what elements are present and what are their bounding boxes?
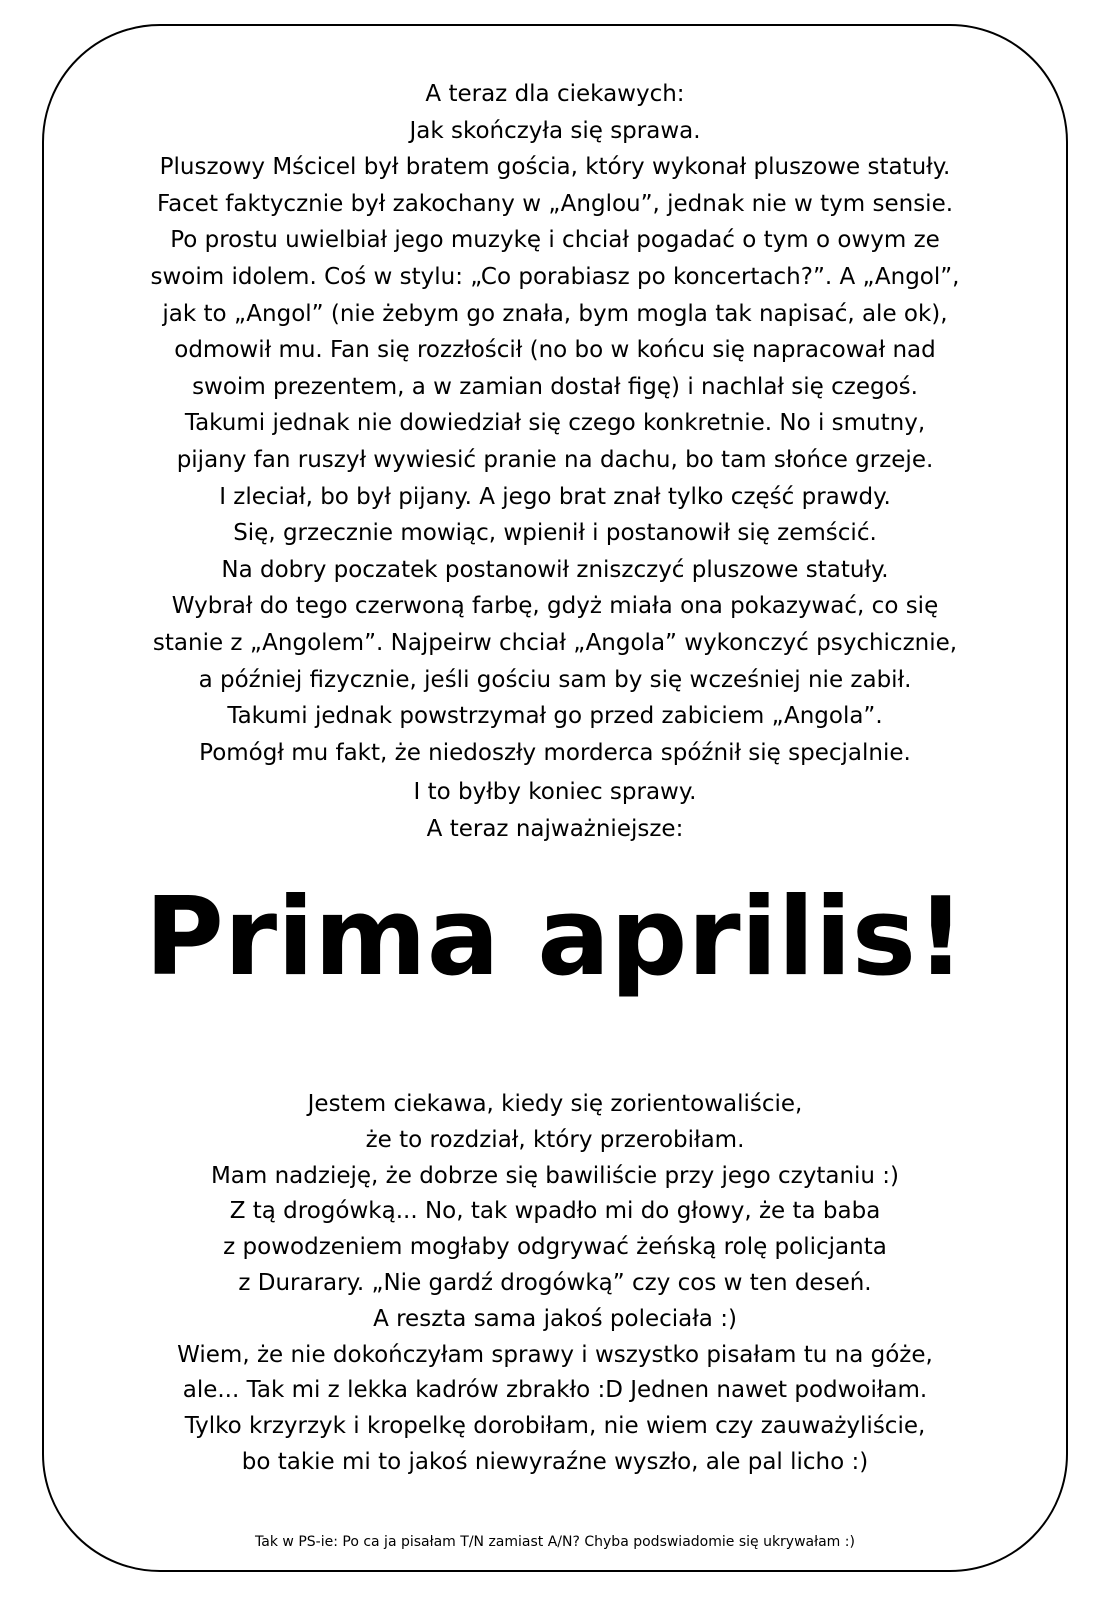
story-line: Pluszowy Mścicel był bratem gościa, który wykonał pluszowe statuły. (159, 154, 951, 181)
story-line: jak to „Angol” (nie żebym go znała, bym mogla tak napisać, ale ok), (162, 300, 948, 327)
story-line: Na dobry poczatek postanowił zniszczyć pluszowe statuły. (221, 556, 889, 583)
story-line: A teraz dla ciekawych: (425, 81, 685, 107)
note-line: Z tą drogówką... No, tak wpadło mi do głowy, że ta baba (229, 1198, 881, 1225)
note-line: ale... Tak mi z lekka kadrów zbrakło :D Jednen nawet podwoiłam. (182, 1377, 928, 1404)
story-line: pijany fan ruszył wywiesić pranie na dachu, bo tam słońce grzeje. (176, 446, 934, 473)
story-line: Po prostu uwielbiał jego muzykę i chciał pogadać o tym o owym ze (170, 227, 940, 254)
note-line: A reszta sama jakoś poleciała :) (373, 1305, 737, 1332)
story-line: a później fizycznie, jeśli gościu sam by się wcześniej nie zabił. (198, 666, 912, 693)
story-text (100, 76, 1010, 847)
story-line: Się, grzecznie mowiąc, wpienił i postanowił się zemścić. (233, 520, 877, 547)
author-note (100, 1087, 1010, 1481)
note-line: Mam nadzieję, że dobrze się bawiliście przy jego czytaniu :) (210, 1162, 900, 1189)
story-line: Wybrał do tego czerwoną farbę, gdyż miała ona pokazywać, co się (171, 593, 939, 620)
story-line: odmowił mu. Fan się rozzłościł (no bo w końcu się napracował nad (174, 337, 936, 364)
note-line: z Durarary. „Nie gardź drogówką” czy cos w ten deseń. (238, 1269, 872, 1296)
story-line: I to byłby koniec sprawy. (413, 779, 697, 806)
story-line: Takumi jednak nie dowiedział się czego konkretnie. No i smutny, (184, 410, 926, 437)
story-line: swoim prezentem, a w zamian dostał figę) i nachlał się czegoś. (192, 373, 918, 400)
note-line: że to rozdział, który przerobiłam. (365, 1126, 745, 1153)
note-line: Wiem, że nie dokończyłam sprawy i wszystko pisałam tu na góże, (177, 1341, 933, 1368)
story-line: stanie z „Angolem”. Najpeirw chciał „Angola” wykonczyć psychicznie, (152, 629, 958, 656)
story-line: swoim idolem. Coś w stylu: „Co porabiasz po koncertach?”. A „Angol”, (150, 263, 960, 290)
note-line: z powodzeniem mogłaby odgrywać żeńską rolę policjanta (223, 1234, 887, 1261)
story-line: A teraz najważniejsze: (426, 815, 684, 842)
note-line: bo takie mi to jakoś niewyraźne wyszło, ale pal licho :) (241, 1448, 869, 1475)
note-line: Jestem ciekawa, kiedy się zorientowaliście, (307, 1091, 803, 1117)
story-line: Jak skończyła się sprawa. (409, 117, 701, 144)
story-line: Facet faktycznie był zakochany w „Anglou”, jednak nie w tym sensie. (156, 190, 954, 217)
story-line: I zleciał, bo był pijany. A jego brat znał tylko część prawdy. (219, 483, 891, 510)
story-line: Takumi jednak powstrzymał go przed zabiciem „Angola”. (227, 703, 883, 730)
headline: Prima aprilis! (144, 875, 966, 1000)
story-line: Pomógł mu fakt, że niedoszły morderca spóźnił się specjalnie. (199, 739, 911, 766)
note-line: Tylko krzyrzyk i kropelkę dorobiłam, nie wiem czy zauważyliście, (184, 1413, 926, 1440)
postscript: Tak w PS-ie: Po ca ja pisałam T/N zamiast A/N? Chyba podswiadomie się ukrywałam :) (255, 1534, 855, 1550)
